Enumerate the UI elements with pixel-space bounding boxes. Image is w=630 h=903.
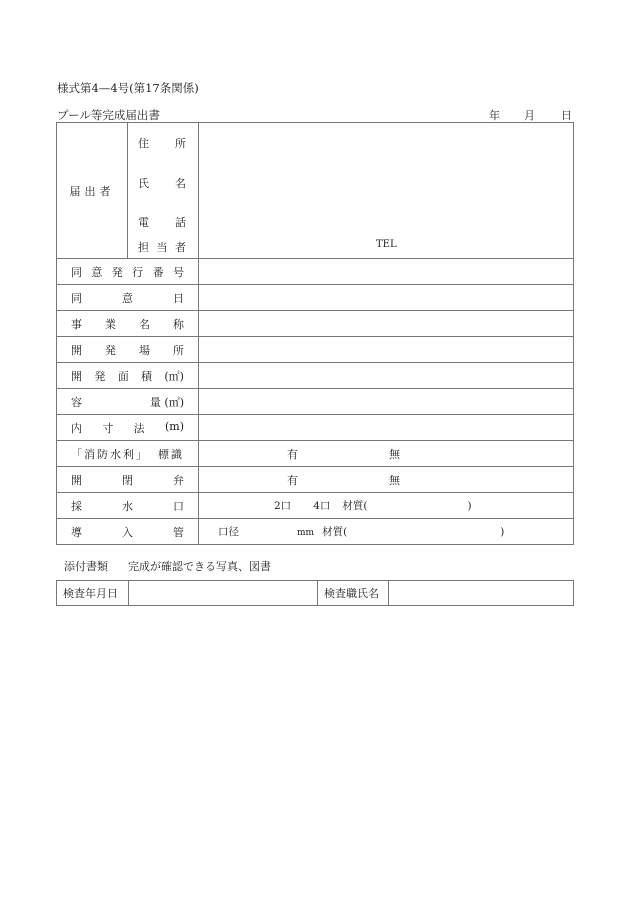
dimensions-field[interactable]	[199, 415, 574, 441]
consent-date-field[interactable]	[199, 285, 574, 311]
row-label-consent-number: 同 意 発 行 番 号	[57, 259, 199, 285]
applicant-info-field[interactable]	[199, 123, 574, 259]
valve-yes-option[interactable]: 有	[287, 473, 298, 487]
row-label-area: 開 発 面 積 (㎡)	[57, 363, 199, 389]
date-day-label: 日	[561, 109, 572, 122]
row-label-valve: 開 閉 弁	[57, 467, 199, 493]
phone-label: 電 話	[138, 216, 186, 229]
water-sign-no-option[interactable]: 無	[389, 447, 400, 461]
inspection-date-field[interactable]	[129, 581, 318, 606]
inspector-name-label: 検査職氏名	[318, 581, 389, 606]
capacity-field[interactable]	[199, 389, 574, 415]
intake-field[interactable]: 2口 4口 材質( )	[199, 493, 574, 519]
date-year-label: 年	[489, 109, 500, 122]
intake-2port-option[interactable]: 2口	[274, 500, 292, 512]
row-label-capacity: 容 量 (㎥)	[57, 389, 199, 415]
project-name-field[interactable]	[199, 311, 574, 337]
applicant-sublabels	[128, 123, 199, 259]
pipe-unit-label: mm	[297, 528, 315, 538]
row-label-water-sign: 「消防水利」 標識	[57, 441, 199, 467]
attachments-label: 添付書類	[64, 560, 108, 573]
row-label-pipe: 導 入 管	[57, 519, 199, 545]
row-label-consent-date: 同 意 日	[57, 285, 199, 311]
attachments-text: 完成が確認できる写真、図書	[128, 560, 271, 573]
tel-label: TEL	[376, 239, 397, 250]
application-table	[56, 122, 574, 545]
row-label-project-name: 事 業 名 称	[57, 311, 199, 337]
row-label-site: 開 発 場 所	[57, 337, 199, 363]
inspection-date-label: 検査年月日	[57, 581, 129, 606]
form-number: 様式第4—4号(第17条関係)	[57, 81, 199, 95]
address-label: 住 所	[138, 137, 186, 150]
water-sign-field[interactable]	[199, 441, 574, 467]
date-month-label: 月	[524, 109, 535, 122]
row-label-dimensions: 内 寸 法 (m)	[57, 415, 199, 441]
inspector-name-field[interactable]	[389, 581, 574, 606]
consent-number-field[interactable]	[199, 259, 574, 285]
pipe-field[interactable]: 口径 mm 材質( )	[199, 519, 574, 545]
valve-no-option[interactable]: 無	[389, 473, 400, 487]
intake-material-label: 材質(	[342, 500, 368, 512]
valve-field[interactable]	[199, 467, 574, 493]
inspection-table	[56, 580, 574, 606]
site-field[interactable]	[199, 337, 574, 363]
water-sign-yes-option[interactable]: 有	[287, 447, 298, 461]
applicant-label: 届出者	[57, 123, 128, 259]
area-field[interactable]	[199, 363, 574, 389]
intake-4port-option[interactable]: 4口	[313, 500, 331, 512]
row-label-intake: 採 水 口	[57, 493, 199, 519]
pipe-material-label: 材質(	[322, 526, 348, 538]
contact-label: 担 当 者	[138, 241, 186, 254]
document-title: プール等完成届出書	[57, 108, 160, 122]
pipe-diameter-label: 口径	[218, 526, 239, 538]
attachments	[64, 558, 271, 574]
name-label: 氏 名	[138, 177, 186, 190]
